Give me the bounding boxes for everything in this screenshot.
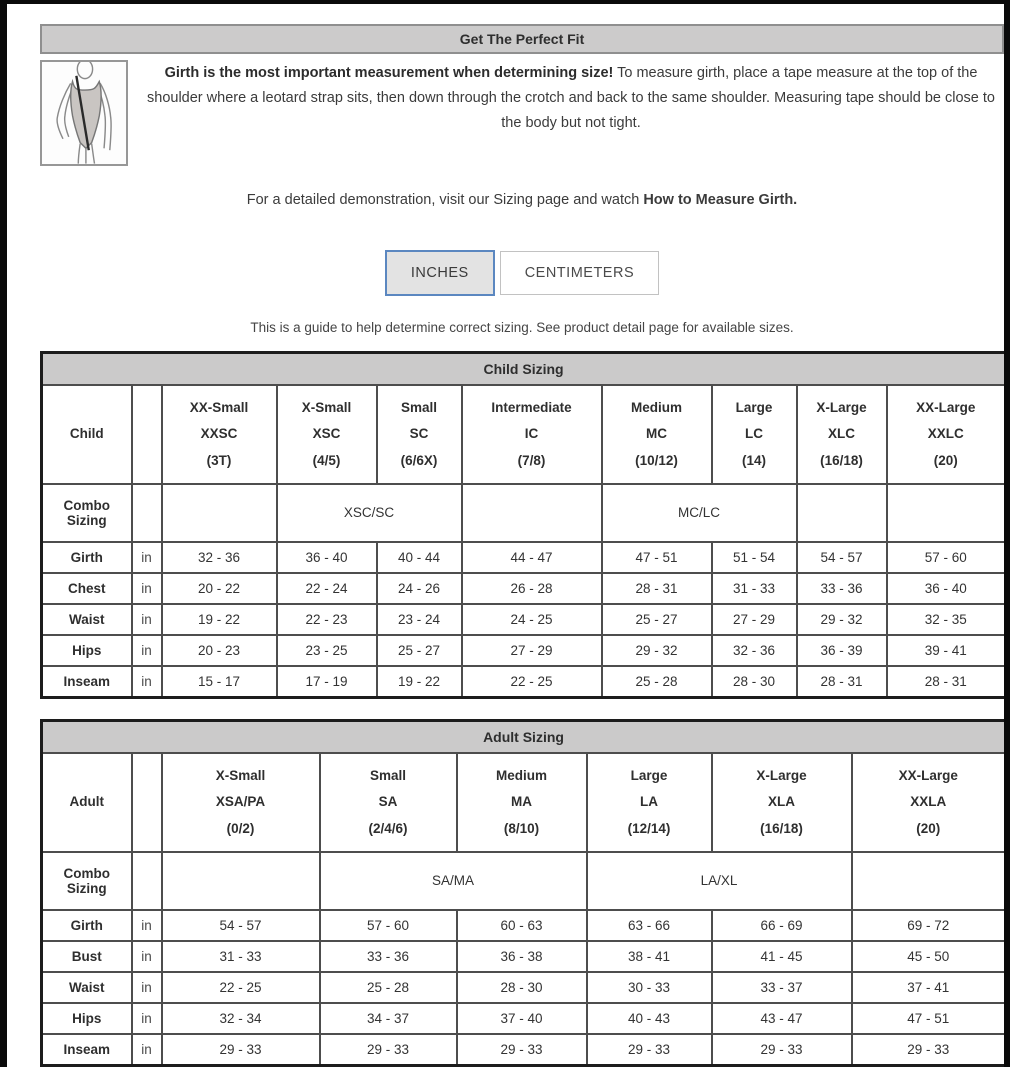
adult-row-bust: Bust in 31 - 33 33 - 36 36 - 38 38 - 41 41 - 45 45 - 50: [42, 941, 1006, 972]
child-row-inseam: Inseam in 15 - 17 17 - 19 19 - 22 22 - 25 25 - 28 28 - 30 28 - 31 28 - 31: [42, 666, 1006, 698]
size-cell: 69 - 72: [852, 910, 1006, 941]
size-cell: 28 - 30: [457, 972, 587, 1003]
adult-sizing-table: [40, 719, 1007, 1067]
column-header: Medium MC (10/12): [602, 385, 712, 484]
adult-combo-row: [42, 852, 1006, 910]
size-cell: 27 - 29: [712, 604, 797, 635]
size-cell: 34 - 37: [320, 1003, 457, 1034]
size-cell: 36 - 40: [887, 573, 1006, 604]
size-cell: 23 - 25: [277, 635, 377, 666]
size-cell: 54 - 57: [797, 542, 887, 573]
sizing-guide-content: [40, 24, 1004, 1067]
size-cell: 32 - 36: [162, 542, 277, 573]
child-header-label: Child: [42, 385, 132, 484]
column-header: Small SA (2/4/6): [320, 753, 457, 852]
child-combo-group: MC/LC: [602, 484, 797, 542]
child-row-girth: Girth in 32 - 36 36 - 40 40 - 44 44 - 47 47 - 51 51 - 54 54 - 57 57 - 60: [42, 542, 1006, 573]
size-cell: 20 - 23: [162, 635, 277, 666]
size-cell: 28 - 31: [887, 666, 1006, 698]
size-cell: 40 - 43: [587, 1003, 712, 1034]
size-cell: 39 - 41: [887, 635, 1006, 666]
column-header: Large LA (12/14): [587, 753, 712, 852]
size-cell: 22 - 24: [277, 573, 377, 604]
size-cell: 45 - 50: [852, 941, 1006, 972]
size-cell: 60 - 63: [457, 910, 587, 941]
size-cell: 24 - 26: [377, 573, 462, 604]
size-cell: 25 - 28: [602, 666, 712, 698]
size-cell: 63 - 66: [587, 910, 712, 941]
adult-combo-group: LA/XL: [587, 852, 852, 910]
size-cell: 26 - 28: [462, 573, 602, 604]
size-cell: 22 - 25: [462, 666, 602, 698]
size-cell: 29 - 32: [797, 604, 887, 635]
sizing-demo-note-plain: For a detailed demonstration, visit our Sizing page and watch: [246, 192, 644, 208]
column-header: X-Large XLC (16/18): [797, 385, 887, 484]
leotard-figure-icon: [42, 62, 126, 164]
size-cell: 19 - 22: [377, 666, 462, 698]
size-cell: 25 - 27: [602, 604, 712, 635]
adult-combo-label: Combo Sizing: [42, 852, 132, 910]
size-cell: 30 - 33: [587, 972, 712, 1003]
size-cell: 22 - 23: [277, 604, 377, 635]
size-cell: 24 - 25: [462, 604, 602, 635]
size-cell: 43 - 47: [712, 1003, 852, 1034]
page-title: Get The Perfect Fit: [40, 24, 1004, 54]
adult-unit-header: [132, 753, 162, 852]
girth-instructions: [128, 60, 1004, 136]
unit-inches-button[interactable]: INCHES: [385, 250, 495, 296]
unit-toggle-group: [40, 250, 1004, 296]
child-unit-header: [132, 385, 162, 484]
size-cell: 29 - 33: [587, 1034, 712, 1066]
size-cell: 28 - 30: [712, 666, 797, 698]
adult-table-title: Adult Sizing: [42, 720, 1006, 753]
girth-instructions-bold: Girth is the most important measurement when determining size!: [164, 65, 614, 81]
size-cell: 47 - 51: [602, 542, 712, 573]
size-cell: 36 - 38: [457, 941, 587, 972]
unit-centimeters-button[interactable]: CENTIMETERS: [500, 251, 659, 295]
size-cell: 47 - 51: [852, 1003, 1006, 1034]
column-header: Medium MA (8/10): [457, 753, 587, 852]
child-sizing-table: [40, 351, 1007, 699]
column-header: XX-Large XXLC (20): [887, 385, 1006, 484]
size-cell: 57 - 60: [320, 910, 457, 941]
girth-diagram-image: [40, 60, 128, 166]
adult-row-inseam: Inseam in 29 - 33 29 - 33 29 - 33 29 - 33 29 - 33 29 - 33: [42, 1034, 1006, 1066]
column-header: X-Small XSC (4/5): [277, 385, 377, 484]
adult-combo-group: SA/MA: [320, 852, 587, 910]
size-cell: 32 - 35: [887, 604, 1006, 635]
size-cell: 31 - 33: [162, 941, 320, 972]
size-cell: 57 - 60: [887, 542, 1006, 573]
column-header: Large LC (14): [712, 385, 797, 484]
child-combo-row: [42, 484, 1006, 542]
size-cell: 29 - 33: [457, 1034, 587, 1066]
girth-intro-section: [40, 60, 1004, 166]
size-cell: 29 - 33: [852, 1034, 1006, 1066]
adult-header-label: Adult: [42, 753, 132, 852]
size-cell: 66 - 69: [712, 910, 852, 941]
size-cell: 28 - 31: [797, 666, 887, 698]
size-cell: 33 - 36: [320, 941, 457, 972]
size-cell: 33 - 37: [712, 972, 852, 1003]
size-cell: 36 - 40: [277, 542, 377, 573]
child-row-waist: Waist in 19 - 22 22 - 23 23 - 24 24 - 25 25 - 27 27 - 29 29 - 32 32 - 35: [42, 604, 1006, 635]
size-cell: 29 - 33: [162, 1034, 320, 1066]
adult-row-hips: Hips in 32 - 34 34 - 37 37 - 40 40 - 43 43 - 47 47 - 51: [42, 1003, 1006, 1034]
column-header: X-Large XLA (16/18): [712, 753, 852, 852]
size-cell: 37 - 41: [852, 972, 1006, 1003]
size-cell: 20 - 22: [162, 573, 277, 604]
size-cell: 29 - 33: [320, 1034, 457, 1066]
column-header: XX-Large XXLA (20): [852, 753, 1006, 852]
child-combo-label: Combo Sizing: [42, 484, 132, 542]
adult-column-header-row: [42, 753, 1006, 852]
column-header: XX-Small XXSC (3T): [162, 385, 277, 484]
column-header: Small SC (6/6X): [377, 385, 462, 484]
size-cell: 38 - 41: [587, 941, 712, 972]
size-cell: 22 - 25: [162, 972, 320, 1003]
child-combo-group: XSC/SC: [277, 484, 462, 542]
adult-row-girth: Girth in 54 - 57 57 - 60 60 - 63 63 - 66 66 - 69 69 - 72: [42, 910, 1006, 941]
child-row-chest: Chest in 20 - 22 22 - 24 24 - 26 26 - 28 28 - 31 31 - 33 33 - 36 36 - 40: [42, 573, 1006, 604]
sizing-demo-note-bold: How to Measure Girth.: [643, 192, 798, 208]
column-header: X-Small XSA/PA (0/2): [162, 753, 320, 852]
size-cell: 51 - 54: [712, 542, 797, 573]
size-cell: 29 - 33: [712, 1034, 852, 1066]
child-column-header-row: [42, 385, 1006, 484]
size-cell: 29 - 32: [602, 635, 712, 666]
size-cell: 33 - 36: [797, 573, 887, 604]
size-cell: 19 - 22: [162, 604, 277, 635]
size-cell: 36 - 39: [797, 635, 887, 666]
child-row-hips: Hips in 20 - 23 23 - 25 25 - 27 27 - 29 29 - 32 32 - 36 36 - 39 39 - 41: [42, 635, 1006, 666]
child-table-title: Child Sizing: [42, 353, 1006, 386]
size-cell: 17 - 19: [277, 666, 377, 698]
size-cell: 23 - 24: [377, 604, 462, 635]
size-cell: 37 - 40: [457, 1003, 587, 1034]
girth-instructions-rest: To measure girth, place a tape measure at the top of the shoulder where a leotard strap sits, then down through the crotch and back to the same shoulder. Measuring tape should be close to the body but not tight.: [147, 65, 995, 131]
sizing-demo-note: [40, 192, 1004, 208]
size-cell: 54 - 57: [162, 910, 320, 941]
size-cell: 40 - 44: [377, 542, 462, 573]
size-cell: 25 - 28: [320, 972, 457, 1003]
adult-row-waist: Waist in 22 - 25 25 - 28 28 - 30 30 - 33 33 - 37 37 - 41: [42, 972, 1006, 1003]
size-cell: 25 - 27: [377, 635, 462, 666]
size-cell: 32 - 36: [712, 635, 797, 666]
size-cell: 41 - 45: [712, 941, 852, 972]
column-header: Intermediate IC (7/8): [462, 385, 602, 484]
size-cell: 32 - 34: [162, 1003, 320, 1034]
size-cell: 44 - 47: [462, 542, 602, 573]
size-cell: 27 - 29: [462, 635, 602, 666]
size-cell: 15 - 17: [162, 666, 277, 698]
size-cell: 31 - 33: [712, 573, 797, 604]
guide-note: This is a guide to help determine correct sizing. See product detail page for available sizes.: [250, 320, 794, 335]
size-cell: 28 - 31: [602, 573, 712, 604]
